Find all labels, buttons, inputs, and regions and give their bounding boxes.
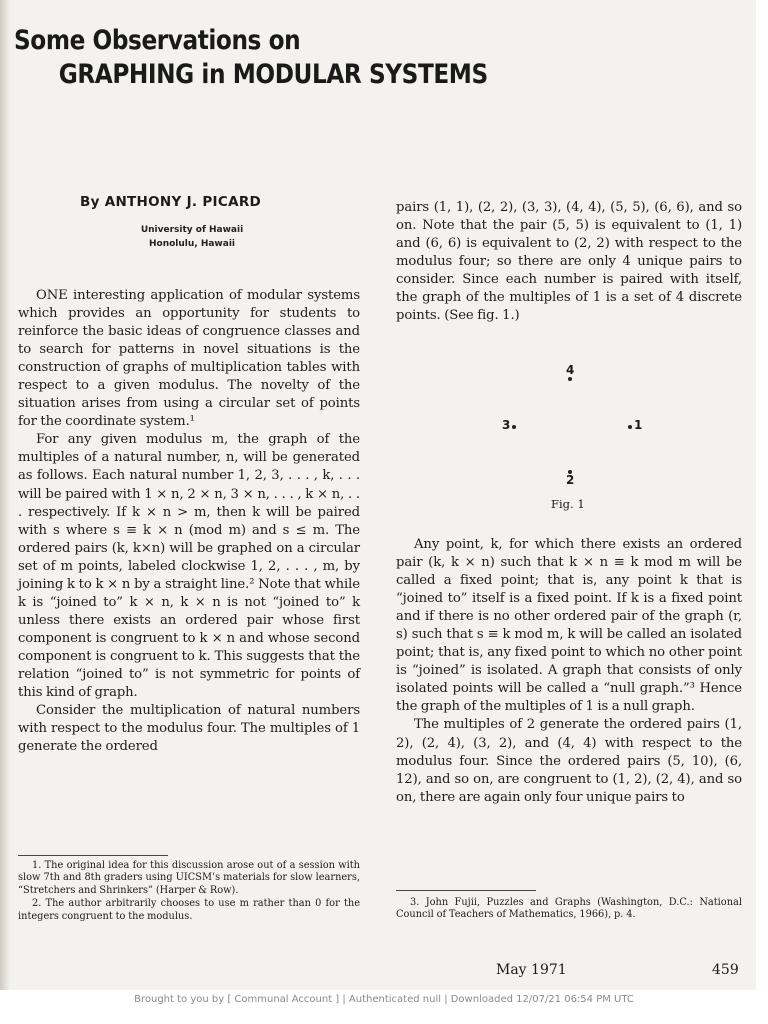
download-banner: Brought to you by [ Communal Account ] | Authenticated null | Downloaded 12/07/21 06:54 PM UTC [134,994,634,1005]
article-title [14,24,488,92]
column-right-top [396,199,742,325]
title-line-2: GRAPHING in MODULAR SYSTEMS [58,59,488,90]
figure-caption: Fig. 1 [551,497,585,511]
author-affiliation-location: Honolulu, Hawaii [148,239,235,249]
point-label-2: 2 [566,473,575,487]
footnote-1: 1. The original idea for this discussion arose out of a session with slow 7th and 8th graders using UICSM’s materials for slow learners, “Stretchers and Shrinkers” (Harper & Row). [18,860,360,896]
issue-date: May 1971 [496,962,567,978]
title-line-1: Some Observations on [14,25,301,56]
footnotes-left [18,860,360,924]
paragraph-multiples-of-one: pairs (1, 1), (2, 2), (3, 3), (4, 4), (5, 5), (6, 6), and so on. Note that the pair (5, 5) is equivalent to (1, 1) and (6, 6) is equivalent to (2, 2) with respect to the modulus four; so there are only 4 unique pairs to consider. Since each number is paired with itself, the graph of the multiples of 1 is a set of 4 discrete points. (See fig. 1.) [396,200,742,324]
page-number: 459 [712,962,739,978]
footnote-rule-right [396,890,536,891]
author-byline: By ANTHONY J. PICARD [80,194,262,210]
binding-shadow [0,0,10,990]
point-4-dot [568,377,572,381]
column-right-bottom [396,536,742,807]
figure-1 [396,355,742,525]
point-label-3: 3 [502,418,511,432]
point-label-1: 1 [634,418,643,432]
paragraph-multiples-of-two: The multiples of 2 generate the ordered pairs (1, 2), (2, 4), (3, 2), and (4, 4) with respect to the modulus four. Since the ordered pairs (5, 10), (6, 12), and so on, are congruent to (1, 2), (2, 4), and so on, there are again only four unique pairs to [396,717,742,805]
point-3-dot [512,425,516,429]
footnote-rule-left [18,855,168,856]
point-label-4: 4 [566,363,575,377]
paragraph-intro: ONE interesting application of modular systems which provides an opportunity for students to reinforce the basic ideas of congruence classes and to search for patterns in novel situations is the construction of graphs of multiplication tables with respect to a given modulus. The novelty of the situation arises from using a circular set of points for the coordinate system.¹ [18,288,360,430]
footnote-3: 3. John Fujii, Puzzles and Graphs (Washington, D.C.: National Council of Teachers of Mathematics, 1966), p. 4. [396,897,742,921]
footnote-2: 2. The author arbitrarily chooses to use m rather than 0 for the integers congruent to the modulus. [18,898,360,922]
column-left [18,287,360,756]
point-1-dot [628,425,632,429]
footnotes-right [396,897,742,923]
paragraph-modulus-four: Consider the multiplication of natural numbers with respect to the modulus four. The multiples of 1 generate the ordered [18,703,360,755]
author-affiliation-university: University of Hawaii [140,225,244,235]
paragraph-definition: For any given modulus m, the graph of the multiples of a natural number, n, will be generated as follows. Each natural number 1, 2, 3, . . . , k, . . . will be paired with 1 × n, 2 × n, 3 × n, . . . , k × n, . . . respectively. If k × n > m, then k will be paired with s where s ≡ k × n (mod m) and s ≤ m. The ordered pairs (k, k×n) will be graphed on a circular set of m points, labeled clockwise 1, 2, . . . , m, by joining k to k × n by a straight line.² Note that while k is “joined to” k × n, k × n is not “joined to” k unless there exists an ordered pair whose first component is congruent to k × n and whose second component is congruent to k. This suggests that the relation “joined to” is not symmetric for points of this kind of graph. [18,432,360,701]
paragraph-fixed-point: Any point, k, for which there exists an ordered pair (k, k × n) such that k × n ≡ k mod m will be called a fixed point; that is, any point k that is “joined to” itself is a fixed point. If k is a fixed point and if there is no other ordered pair of the graph (r, s) such that s ≡ k mod m, k will be called an isolated point; that is, any fixed point to which no other point is “joined” is isolated. A graph that consists of only isolated points will be called a “null graph.”³ Hence the graph of the multiples of 1 is a null graph. [396,537,742,715]
